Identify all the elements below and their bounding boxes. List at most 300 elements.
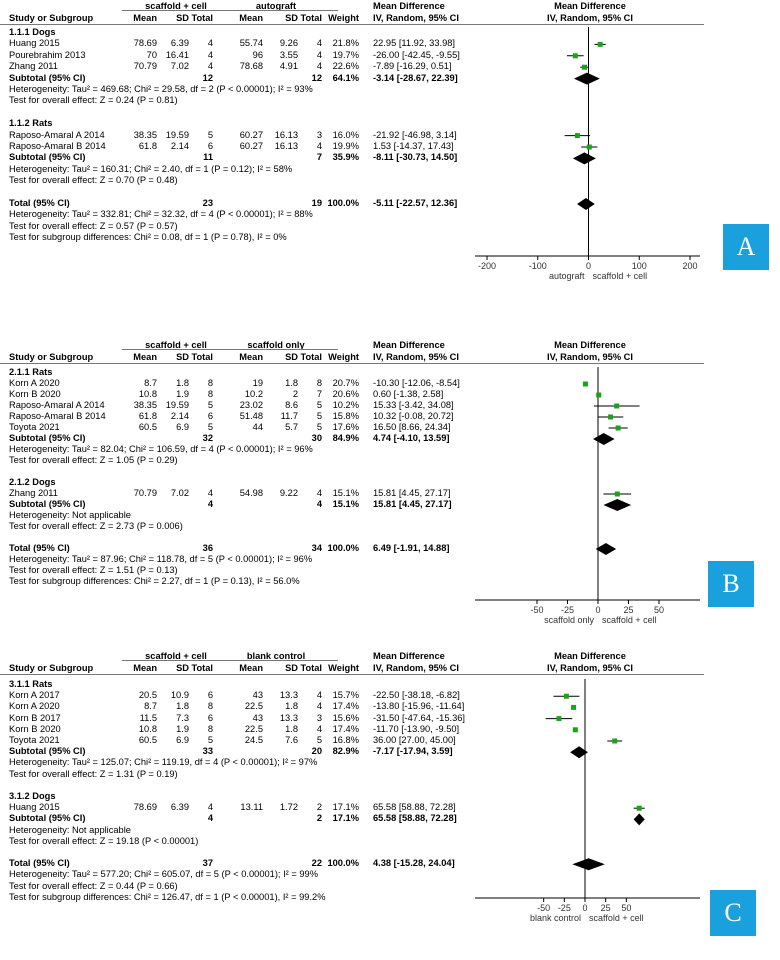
cell-mean1: 70.79	[133, 488, 157, 498]
cell-total1: 8	[207, 389, 213, 399]
cell-sd1: 7.02	[170, 61, 189, 72]
cell-total2: 5	[316, 422, 322, 432]
cell-total1: 6	[207, 712, 213, 723]
cell-sd2: 1.8	[285, 701, 298, 712]
cell-total1: 4	[207, 813, 213, 824]
cell-weight: 19.7%	[332, 49, 359, 60]
cell-mean-difference: 16.50 [8.66, 24.34]	[373, 422, 451, 432]
cell-sd2: 13.3	[279, 690, 298, 701]
statistics-note: Heterogeneity: Tau² = 82.04; Chi² = 106.59, df = 4 (P < 0.00001); I² = 96%	[9, 444, 313, 454]
cell-weight: 15.1%	[332, 488, 359, 498]
cell-total2: 4	[316, 499, 322, 509]
cell-sd2: 1.8	[285, 723, 298, 734]
statistics-note: Test for overall effect: Z = 1.31 (P = 0.19)	[9, 768, 178, 779]
header-md-sub: IV, Random, 95% CI	[373, 663, 459, 673]
header-plot-title: Mean Difference	[554, 1, 626, 11]
row-name: Huang 2015	[9, 38, 60, 49]
cell-weight: 100.0%	[327, 198, 359, 208]
subtotal-diamond	[593, 433, 615, 445]
x-tick-label: -200	[477, 261, 497, 271]
cell-total2: 12	[311, 72, 322, 83]
cell-sd1: 1.8	[176, 701, 189, 712]
favours-right-label: scaffold + cell	[602, 615, 657, 625]
cell-sd1: 1.9	[176, 389, 189, 399]
cell-mean1: 70	[146, 49, 157, 60]
cell-mean2: 60.27	[239, 129, 263, 140]
cell-mean2: 51.48	[239, 411, 263, 421]
cell-sd1: 1.9	[176, 723, 189, 734]
cell-total1: 11	[203, 152, 213, 163]
x-tick-label: 100	[631, 261, 647, 271]
header-md-title: Mean Difference	[373, 651, 445, 661]
cell-mean-difference: -8.11 [-30.73, 14.50]	[373, 152, 458, 163]
header-total2: Total	[300, 352, 322, 362]
cell-total2: 34	[311, 543, 322, 553]
favours-left-label: scaffold only	[544, 615, 594, 625]
x-tick-label: -100	[528, 261, 547, 271]
cell-mean2: 43	[252, 712, 263, 723]
header-group2: autograft	[255, 1, 297, 11]
cell-mean-difference: -31.50 [-47.64, -15.36]	[373, 712, 465, 723]
point-estimate-marker	[608, 415, 613, 420]
cell-sd2: 7.6	[285, 735, 298, 745]
cell-weight: 17.4%	[332, 723, 359, 734]
cell-sd2: 11.7	[280, 411, 298, 421]
cell-mean-difference: -22.50 [-38.18, -6.82]	[373, 690, 460, 701]
cell-mean1: 10.8	[138, 723, 157, 734]
header-mean1: Mean	[133, 352, 157, 362]
cell-total2: 4	[316, 723, 322, 734]
cell-mean1: 38.35	[133, 129, 157, 140]
row-name: Total (95% CI)	[9, 198, 70, 208]
cell-total2: 3	[316, 129, 322, 140]
header-study: Study or Subgroup	[9, 13, 94, 23]
cell-sd2: 16.13	[274, 129, 298, 140]
cell-sd2: 8.6	[285, 400, 298, 410]
row-name: Subtotal (95% CI)	[9, 433, 86, 443]
favours-left-label: blank control	[529, 913, 581, 923]
subtotal-diamond	[634, 813, 645, 825]
statistics-note: Test for overall effect: Z = 1.05 (P = 0.29)	[9, 455, 178, 465]
cell-mean-difference: -21.92 [-46.98, 3.14]	[373, 129, 457, 140]
forest-plot-a	[0, 0, 780, 320]
subgroup-heading: 3.1.1 Rats	[9, 679, 53, 689]
x-tick-label: 50	[653, 605, 665, 615]
cell-total2: 4	[316, 49, 322, 60]
cell-weight: 15.8%	[332, 411, 359, 421]
cell-total2: 5	[316, 735, 322, 745]
point-estimate-marker	[571, 705, 576, 710]
header-weight: Weight	[328, 663, 359, 673]
cell-total2: 2	[316, 802, 322, 813]
cell-sd2: 5.7	[285, 422, 298, 432]
cell-mean-difference: 65.58 [58.88, 72.28]	[373, 802, 456, 813]
header-total1: Total	[191, 352, 213, 362]
cell-mean-difference: 36.00 [27.00, 45.00]	[373, 735, 456, 745]
cell-total1: 32	[202, 433, 213, 443]
row-name: Toyota 2021	[9, 735, 60, 745]
point-estimate-marker	[583, 382, 588, 387]
cell-total2: 19	[311, 198, 322, 208]
cell-total2: 20	[311, 746, 322, 757]
cell-weight: 64.1%	[332, 72, 359, 83]
header-total1: Total	[191, 663, 213, 673]
x-tick-label: -50	[530, 605, 544, 615]
statistics-note: Heterogeneity: Tau² = 160.31; Chi² = 2.40, df = 1 (P = 0.12); I² = 58%	[9, 163, 293, 174]
favours-right-label: scaffold + cell	[589, 913, 644, 923]
cell-total1: 6	[207, 141, 213, 151]
statistics-note: Heterogeneity: Not applicable	[9, 824, 131, 835]
favours-right-label: scaffold + cell	[592, 271, 648, 281]
cell-total2: 7	[316, 389, 322, 399]
header-md-sub: IV, Random, 95% CI	[373, 352, 459, 362]
cell-mean-difference: 15.81 [4.45, 27.17]	[373, 499, 452, 509]
row-name: Toyota 2021	[9, 422, 60, 432]
x-tick-label: 50	[621, 903, 632, 913]
cell-weight: 20.7%	[332, 378, 359, 388]
statistics-note: Test for overall effect: Z = 1.51 (P = 0.13)	[9, 565, 178, 575]
row-name: Huang 2015	[9, 802, 60, 813]
cell-total1: 4	[207, 49, 213, 60]
statistics-note: Test for overall effect: Z = 19.18 (P < 0.00001)	[9, 835, 199, 846]
cell-sd1: 16.41	[165, 49, 189, 60]
cell-mean-difference: -13.80 [-15.96, -11.64]	[373, 701, 465, 712]
header-group2: blank control	[246, 651, 306, 661]
header-sd2: SD	[285, 13, 298, 23]
panel-label-badge: A	[723, 224, 769, 270]
cell-mean2: 44	[252, 422, 263, 432]
cell-mean1: 8.7	[144, 378, 157, 388]
point-estimate-marker	[564, 694, 569, 699]
cell-total1: 37	[202, 858, 213, 869]
cell-mean-difference: 65.58 [58.88, 72.28]	[373, 813, 457, 824]
cell-mean-difference: 22.95 [11.92, 33.98]	[373, 38, 456, 49]
cell-weight: 100.0%	[327, 858, 359, 869]
point-estimate-marker	[637, 806, 642, 811]
statistics-note: Heterogeneity: Tau² = 125.07; Chi² = 119.19, df = 4 (P < 0.00001); I² = 97%	[9, 757, 318, 768]
header-total2: Total	[300, 13, 322, 23]
cell-mean-difference: 10.32 [-0.08, 20.72]	[373, 411, 454, 421]
cell-mean-difference: 0.60 [-1.38, 2.58]	[373, 389, 444, 399]
x-tick-label: -25	[560, 605, 575, 615]
cell-mean-difference: -10.30 [-12.06, -8.54]	[373, 378, 460, 388]
statistics-note: Heterogeneity: Tau² = 469.68; Chi² = 29.58, df = 2 (P < 0.00001); I² = 93%	[9, 84, 313, 94]
row-name: Subtotal (95% CI)	[9, 152, 86, 163]
subtotal-diamond	[574, 73, 600, 85]
statistics-note: Heterogeneity: Not applicable	[9, 510, 131, 520]
cell-total1: 6	[207, 690, 213, 701]
cell-mean-difference: -7.89 [-16.29, 0.51]	[373, 61, 452, 72]
cell-sd2: 9.26	[279, 38, 298, 49]
cell-weight: 10.2%	[332, 400, 359, 410]
cell-weight: 19.9%	[332, 141, 359, 151]
cell-total2: 4	[316, 38, 322, 49]
row-name: Pourebrahim 2013	[9, 49, 86, 60]
favours-left-label: autograft	[548, 271, 585, 281]
cell-weight: 84.9%	[332, 433, 359, 443]
subtotal-diamond	[603, 499, 631, 511]
header-total2: Total	[300, 663, 322, 673]
cell-total1: 8	[207, 701, 213, 712]
statistics-note: Test for subgroup differences: Chi² = 126.47, df = 1 (P < 0.00001), I² = 99.2%	[9, 891, 326, 902]
row-name: Korn B 2017	[9, 712, 61, 723]
header-group2: scaffold only	[247, 340, 305, 350]
cell-sd1: 2.14	[170, 141, 189, 151]
row-name: Zhang 2011	[9, 488, 58, 498]
cell-total1: 12	[202, 72, 213, 83]
subgroup-heading: 1.1.2 Rats	[9, 118, 53, 129]
x-tick-label: 25	[600, 903, 611, 913]
cell-sd1: 7.02	[170, 488, 189, 498]
cell-total1: 8	[207, 378, 213, 388]
row-name: Subtotal (95% CI)	[9, 813, 86, 824]
statistics-note: Test for overall effect: Z = 0.24 (P = 0.81)	[9, 95, 178, 106]
cell-total1: 4	[207, 802, 213, 813]
header-sd2: SD	[285, 352, 298, 362]
header-mean2: Mean	[239, 13, 263, 23]
row-name: Korn A 2017	[9, 690, 60, 701]
row-name: Total (95% CI)	[9, 543, 70, 553]
cell-mean1: 8.7	[144, 701, 157, 712]
cell-total1: 33	[202, 746, 213, 757]
cell-total2: 4	[316, 701, 322, 712]
cell-weight: 21.8%	[332, 38, 359, 49]
header-plot-title: Mean Difference	[554, 651, 626, 661]
row-name: Korn A 2020	[9, 701, 60, 712]
cell-sd2: 2	[292, 389, 298, 399]
cell-mean-difference: -5.11 [-22.57, 12.36]	[373, 198, 458, 208]
header-total1: Total	[191, 13, 213, 23]
header-weight: Weight	[328, 13, 359, 23]
cell-mean2: 19	[252, 378, 263, 388]
row-name: Total (95% CI)	[9, 858, 70, 869]
cell-mean-difference: -11.70 [-13.90, -9.50]	[373, 723, 460, 734]
row-name: Raposo-Amaral A 2014	[9, 400, 105, 410]
header-weight: Weight	[328, 352, 359, 362]
row-name: Korn B 2020	[9, 389, 61, 399]
cell-weight: 22.6%	[332, 61, 359, 72]
point-estimate-marker	[596, 393, 601, 398]
point-estimate-marker	[615, 492, 620, 497]
row-name: Subtotal (95% CI)	[9, 746, 86, 757]
header-mean1: Mean	[133, 13, 157, 23]
header-sd1: SD	[176, 352, 189, 362]
header-plot-sub: IV, Random, 95% CI	[547, 352, 633, 362]
cell-total1: 36	[202, 543, 213, 553]
cell-mean2: 78.68	[239, 61, 263, 72]
x-tick-label: 25	[623, 605, 634, 615]
point-estimate-marker	[582, 65, 587, 70]
cell-sd2: 9.22	[279, 488, 298, 498]
cell-weight: 16.0%	[332, 129, 359, 140]
statistics-note: Heterogeneity: Tau² = 87.96; Chi² = 118.78, df = 5 (P < 0.00001); I² = 96%	[9, 554, 313, 564]
point-estimate-marker	[556, 716, 561, 721]
cell-total2: 22	[311, 858, 322, 869]
point-estimate-marker	[573, 727, 578, 732]
x-tick-label: 200	[682, 261, 698, 271]
x-tick-label: 0	[585, 261, 592, 271]
statistics-note: Heterogeneity: Tau² = 577.20; Chi² = 605.07, df = 5 (P < 0.00001); I² = 99%	[9, 869, 318, 880]
header-sd2: SD	[285, 663, 298, 673]
row-name: Zhang 2011	[9, 61, 58, 72]
row-name: Korn A 2020	[9, 378, 60, 388]
cell-weight: 35.9%	[332, 152, 359, 163]
cell-mean1: 11.5	[139, 712, 157, 723]
cell-sd2: 16.13	[274, 141, 298, 151]
cell-sd2: 3.55	[279, 49, 298, 60]
cell-weight: 15.6%	[332, 712, 359, 723]
cell-mean1: 70.79	[133, 61, 157, 72]
header-sd1: SD	[176, 13, 189, 23]
overall-diamond	[596, 543, 616, 555]
cell-total1: 23	[202, 198, 213, 208]
cell-mean1: 60.5	[138, 735, 157, 745]
x-tick-label: 0	[595, 605, 601, 615]
subgroup-heading: 2.1.1 Rats	[9, 367, 53, 377]
statistics-note: Heterogeneity: Tau² = 332.81; Chi² = 32.32, df = 4 (P < 0.00001); I² = 88%	[9, 209, 313, 220]
cell-weight: 15.7%	[332, 690, 359, 701]
x-tick-label: -25	[557, 903, 571, 913]
cell-weight: 16.8%	[332, 735, 359, 745]
cell-sd1: 6.9	[176, 422, 189, 432]
header-sd1: SD	[176, 663, 189, 673]
header-plot-title: Mean Difference	[554, 340, 626, 350]
cell-mean1: 61.8	[138, 411, 157, 421]
cell-sd1: 6.39	[170, 38, 189, 49]
forest-plot-b	[0, 339, 780, 639]
header-plot-sub: IV, Random, 95% CI	[547, 663, 633, 673]
cell-total1: 4	[207, 499, 213, 509]
cell-mean2: 96	[252, 49, 263, 60]
cell-mean2: 24.5	[244, 735, 263, 745]
cell-total2: 4	[316, 690, 322, 701]
header-study: Study or Subgroup	[9, 663, 94, 673]
cell-sd1: 19.59	[165, 129, 189, 140]
cell-mean1: 20.5	[138, 690, 157, 701]
panel-label-badge: B	[708, 561, 754, 607]
statistics-note: Test for overall effect: Z = 2.73 (P = 0.006)	[9, 521, 183, 531]
cell-total1: 8	[207, 723, 213, 734]
forest-plot-c	[0, 650, 780, 957]
cell-sd1: 2.14	[170, 411, 189, 421]
cell-mean2: 54.98	[239, 488, 263, 498]
row-name: Raposo-Amaral A 2014	[9, 129, 105, 140]
header-study: Study or Subgroup	[9, 352, 94, 362]
cell-total1: 4	[207, 38, 213, 49]
overall-diamond	[577, 198, 595, 210]
point-estimate-marker	[614, 404, 619, 409]
cell-mean-difference: -3.14 [-28.67, 22.39]	[373, 72, 458, 83]
point-estimate-marker	[573, 53, 578, 58]
x-tick-label: -50	[537, 903, 551, 913]
cell-total1: 5	[207, 400, 213, 410]
cell-sd2: 1.72	[279, 802, 298, 813]
cell-total1: 4	[207, 61, 213, 72]
cell-sd1: 19.59	[165, 400, 189, 410]
row-name: Raposo-Amaral B 2014	[9, 141, 106, 151]
subgroup-heading: 2.1.2 Dogs	[9, 477, 56, 487]
header-mean1: Mean	[133, 663, 157, 673]
cell-mean-difference: -7.17 [-17.94, 3.59]	[373, 746, 453, 757]
overall-diamond	[572, 858, 605, 870]
cell-weight: 17.6%	[332, 422, 359, 432]
row-name: Subtotal (95% CI)	[9, 72, 86, 83]
cell-total2: 2	[316, 813, 322, 824]
cell-weight: 82.9%	[332, 746, 359, 757]
cell-mean-difference: 4.38 [-15.28, 24.04]	[373, 858, 455, 869]
statistics-note: Test for overall effect: Z = 0.70 (P = 0.48)	[9, 175, 178, 186]
statistics-note: Test for subgroup differences: Chi² = 0.08, df = 1 (P = 0.78), I² = 0%	[9, 232, 287, 243]
point-estimate-marker	[587, 145, 592, 150]
row-name: Korn B 2020	[9, 723, 61, 734]
cell-mean2: 55.74	[239, 38, 263, 49]
statistics-note: Test for subgroup differences: Chi² = 2.27, df = 1 (P = 0.13), I² = 56.0%	[9, 576, 300, 586]
header-md-title: Mean Difference	[373, 1, 445, 11]
cell-sd2: 1.8	[285, 378, 298, 388]
header-group1: scaffold + cell	[145, 1, 207, 11]
header-group1: scaffold + cell	[145, 340, 207, 350]
x-tick-label: 0	[582, 903, 588, 913]
cell-total2: 8	[316, 378, 322, 388]
cell-weight: 20.6%	[332, 389, 359, 399]
cell-weight: 17.4%	[332, 701, 359, 712]
cell-weight: 15.1%	[332, 499, 359, 509]
cell-mean2: 22.5	[244, 701, 263, 712]
cell-weight: 17.1%	[332, 813, 359, 824]
cell-sd1: 1.8	[176, 378, 189, 388]
cell-sd1: 6.39	[170, 802, 189, 813]
cell-sd1: 10.9	[170, 690, 189, 701]
cell-total1: 6	[207, 411, 213, 421]
cell-mean1: 60.5	[138, 422, 157, 432]
cell-mean2: 13.11	[240, 802, 263, 813]
cell-mean-difference: 6.49 [-1.91, 14.88]	[373, 543, 450, 553]
cell-mean-difference: 4.74 [-4.10, 13.59]	[373, 433, 450, 443]
subtotal-diamond	[573, 152, 596, 164]
cell-mean1: 78.69	[133, 38, 157, 49]
cell-total2: 4	[316, 488, 322, 498]
cell-sd2: 4.91	[279, 61, 298, 72]
point-estimate-marker	[575, 133, 580, 138]
cell-total2: 3	[316, 712, 322, 723]
cell-sd2: 13.3	[279, 712, 298, 723]
panel-label-badge: C	[710, 890, 756, 936]
row-name: Raposo-Amaral B 2014	[9, 411, 106, 421]
cell-mean2: 23.02	[239, 400, 263, 410]
cell-mean1: 10.8	[138, 389, 157, 399]
row-name: Subtotal (95% CI)	[9, 499, 86, 509]
cell-total1: 5	[207, 129, 213, 140]
point-estimate-marker	[598, 42, 603, 47]
cell-total2: 30	[311, 433, 322, 443]
header-md-title: Mean Difference	[373, 340, 445, 350]
cell-mean1: 38.35	[133, 400, 157, 410]
cell-mean-difference: 1.53 [-14.37, 17.43]	[373, 141, 454, 151]
cell-total2: 4	[316, 141, 322, 151]
cell-weight: 100.0%	[327, 543, 359, 553]
cell-weight: 17.1%	[332, 802, 359, 813]
cell-total2: 4	[316, 61, 322, 72]
cell-total1: 5	[207, 422, 213, 432]
cell-sd1: 6.9	[176, 735, 189, 745]
cell-mean1: 78.69	[133, 802, 157, 813]
cell-mean2: 22.5	[244, 723, 263, 734]
cell-mean-difference: -26.00 [-42.45, -9.55]	[373, 49, 460, 60]
cell-mean1: 61.8	[138, 141, 157, 151]
cell-total1: 4	[207, 488, 213, 498]
statistics-note: Test for overall effect: Z = 0.44 (P = 0.66)	[9, 880, 178, 891]
header-mean2: Mean	[239, 352, 263, 362]
